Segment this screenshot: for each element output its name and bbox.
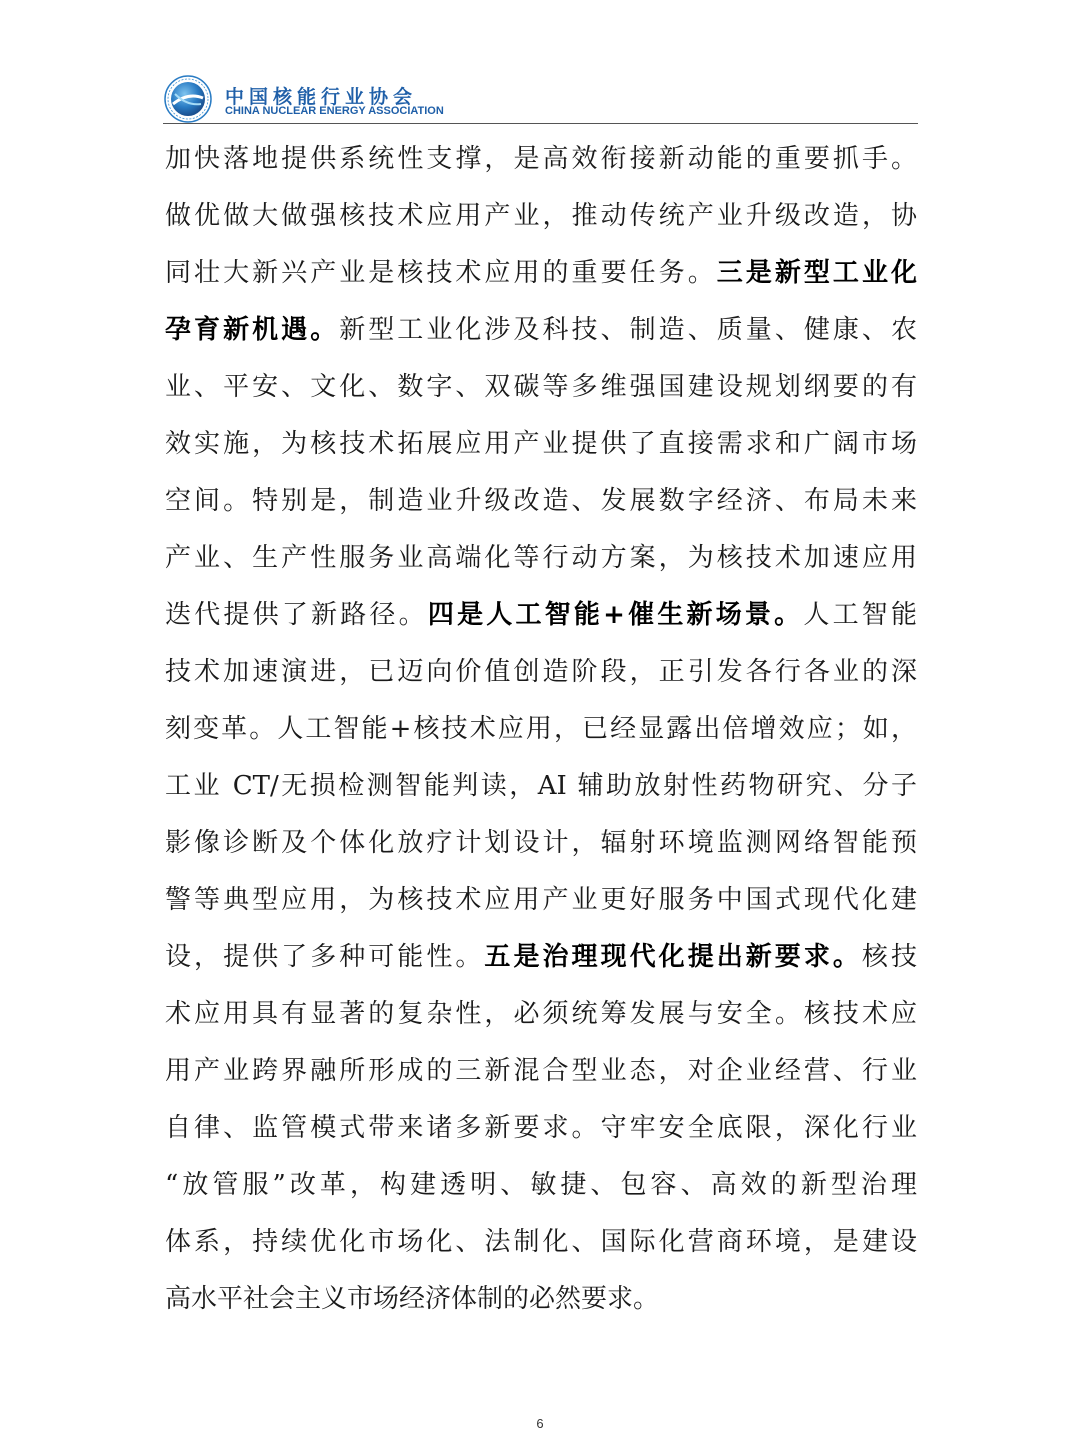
text-run: 迭代提供了新路径。 [165, 600, 428, 630]
paragraph-line [165, 302, 917, 359]
text-run: 警等典型应用，为核技术应用产业更好服务中国式现代化建 [165, 885, 917, 915]
text-run: “放管服”改革，构建透明、敏捷、包容、高效的新型治理 [165, 1170, 917, 1200]
text-run: 业、平安、文化、数字、双碳等多维强国建设规划纲要的有 [165, 372, 917, 402]
paragraph-line [165, 986, 917, 1043]
text-run: 设，提供了多种可能性。 [165, 942, 485, 972]
paragraph-line [165, 872, 917, 929]
paragraph-line [165, 644, 917, 701]
text-run: 用产业跨界融所形成的三新混合型业态，对企业经营、行业 [165, 1056, 917, 1086]
text-run: 人工智能 [803, 600, 917, 630]
bold-heading-run: 孕育新机遇。 [165, 315, 340, 345]
paragraph-line [165, 245, 917, 302]
organization-name-cn: 中国核能行业协会 [225, 86, 418, 108]
text-run: 工业 CT/无损检测智能判读，AI 辅助放射性药物研究、分子 [165, 771, 917, 801]
paragraph-line [165, 473, 917, 530]
page-number: 6 [536, 1416, 544, 1431]
text-run: 术应用具有显著的复杂性，必须统筹发展与安全。核技术应 [165, 999, 917, 1029]
paragraph-line [165, 815, 917, 872]
organization-name-en: CHINA NUCLEAR ENERGY ASSOCIATION [225, 105, 444, 117]
paragraph-line [165, 1271, 917, 1328]
bold-heading-run: 四是人工智能+催生新场景。 [427, 600, 804, 630]
text-run: 效实施，为核技术拓展应用产业提供了直接需求和广阔市场 [165, 429, 917, 459]
text-run: 自律、监管模式带来诸多新要求。守牢安全底限，深化行业 [165, 1113, 917, 1143]
paragraph-line [165, 701, 917, 758]
text-run: 空间。特别是，制造业升级改造、发展数字经济、布局未来 [165, 486, 917, 516]
text-run: 核技 [861, 942, 917, 972]
text-run: 技术加速演进，已迈向价值创造阶段，正引发各行各业的深 [165, 657, 917, 687]
text-run: 影像诊断及个体化放疗计划设计，辐射环境监测网络智能预 [165, 828, 917, 858]
paragraph-line [165, 1043, 917, 1100]
paragraph-line [165, 416, 917, 473]
cnea-globe-logo-icon [163, 74, 213, 124]
text-run: 新型工业化涉及科技、制造、质量、健康、农 [339, 315, 917, 345]
text-run: 刻变革。人工智能+核技术应用，已经显露出倍增效应；如， [165, 714, 917, 744]
text-run: 加快落地提供系统性支撑，是高效衔接新动能的重要抓手。 [165, 144, 917, 174]
paragraph-line [165, 1100, 917, 1157]
paragraph-line [165, 758, 917, 815]
text-run: 产业、生产性服务业高端化等行动方案，为核技术加速应用 [165, 543, 917, 573]
document-header [163, 74, 918, 126]
paragraph-line [165, 929, 917, 986]
paragraph-line [165, 1214, 917, 1271]
paragraph-line [165, 188, 917, 245]
text-run: 同壮大新兴产业是核技术应用的重要任务。 [165, 258, 717, 288]
text-run: 体系，持续优化市场化、法制化、国际化营商环境，是建设 [165, 1227, 917, 1257]
paragraph-line [165, 530, 917, 587]
paragraph-line [165, 1157, 917, 1214]
paragraph-line [165, 359, 917, 416]
text-run: 做优做大做强核技术应用产业，推动传统产业升级改造，协 [165, 201, 917, 231]
paragraph-line [165, 131, 917, 188]
bold-heading-run: 五是治理现代化提出新要求。 [484, 942, 862, 972]
header-divider [163, 123, 918, 124]
paragraph-line [165, 587, 917, 644]
body-text [165, 131, 917, 1328]
bold-heading-run: 三是新型工业化 [716, 258, 917, 288]
text-run: 高水平社会主义市场经济体制的必然要求。 [165, 1284, 660, 1314]
